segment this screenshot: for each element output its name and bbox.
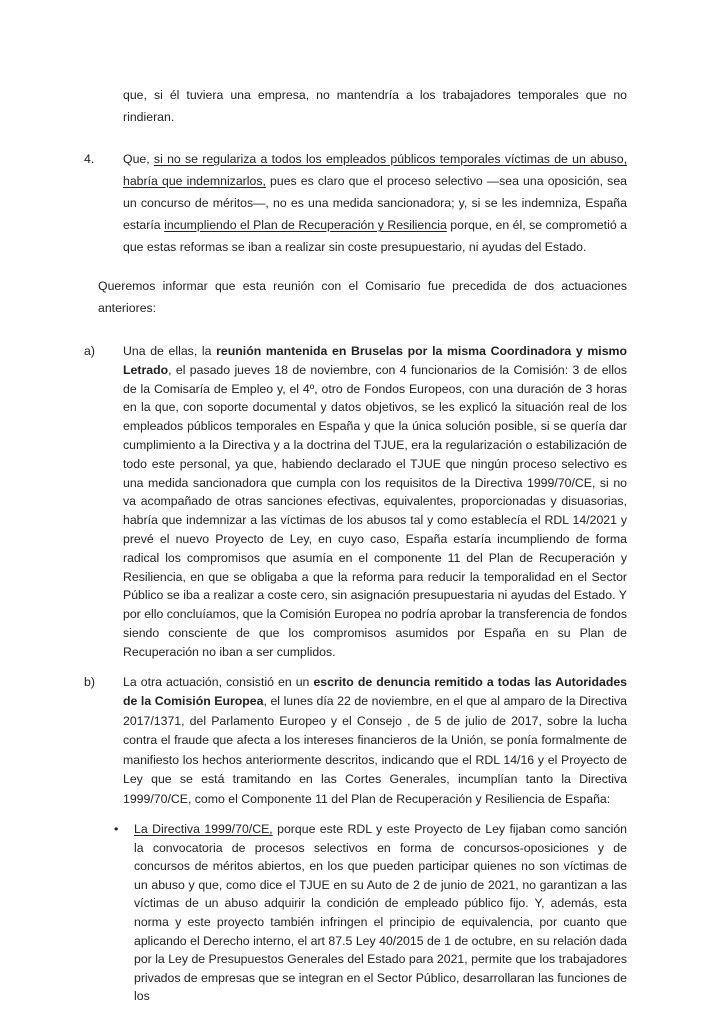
text-run: La Directiva 1999/70/CE, [134,822,273,837]
text-run: La otra actuación, consistió en un [123,674,314,689]
text-run: , el pasado jueves 18 de noviembre, con 4 funcionarios de la Comisión: 3 de ellos de la Comisaría de Empleo y, el 4º, otro de Fondos Europeos, con una duración de 3 horas en la que, con soporte documental y datos objetivos, se les explicó la situación real de los empleados públicos temporales en España y que la única solución posible, si se quería dar cumplimiento a la Directiva y a la doctrina del TJUE, era la regularización o estabilización de todo este personal, ya que, habiendo declarado el TJUE que ningún proceso selectivo es una medida sancionadora que cumpla con los requisitos de la Directiva 1999/70/CE, si no va acompañado de otras sanciones efectivas, equivalentes, proporcionadas y disuasorias, habría que indemnizar a las víctimas de los abusos tal y como establecía el RDL 14/2021 y prevé el nuevo Proyecto de Ley, en cuyo caso, España estaría incumpliendo de forma radical los compromisos que asumía en el componente 11 del Plan de Recuperación y Resiliencia, en que se obligaba a que la reforma para reducir la temporalidad en el Sector Público se iba a realizar a coste cero, sin asignación presupuestaria ni ayudas del Estado. Y por ello concluíamos, que la Comisión Europea no podría aprobar la transferencia de fondos siendo consciente de que los compromisos asumidos por España en su Plan de Recuperación no iban a ser cumplidos. [123,362,627,659]
text-run: si no se regulariza a todos los empleados públicos temporales víctimas de un abuso, habría que indemnizarlos, [123,152,627,188]
text-run: Que, [123,152,154,166]
text-run: incumpliendo el Plan de Recuperación y Resiliencia [164,218,447,232]
para-continuation [123,84,627,128]
text-run: escrito de denuncia remitido a todas las Autoridades de la Comisión Europea [123,674,628,709]
item-b [84,673,627,810]
text-run: Una de ellas, la [123,344,217,358]
list-marker: a) [84,344,95,358]
text-run: , el lunes día 22 de noviembre, en el que al amparo de la Directiva 2017/1371, del Parlamento Europeo y el Consejo , de 5 de julio de 2017, sobre la lucha contra el fraude que afecta a los intereses financieros de la Unión, se ponía formalmente de manifiesto los hechos anteriormente descritos, indicando que el RDL 14/16 y el Proyecto de Ley que se está tramitando en las Cortes Generales, incumplían tanto la Directiva 1999/70/CE, como el Componente 11 del Plan de Recuperación y Resiliencia de España: [123,694,627,806]
bullet-icon: • [114,822,119,837]
text-run: porque este RDL y este Proyecto de Ley fijaban como sanción la convocatoria de procesos selectivos en forma de concursos-oposiciones y de concursos de méritos abiertos, en los que pueden participar quienes no son víctimas de un abuso y que, como dice el TJUE en su Auto de 2 de junio de 2021, no garantizan a las víctimas de un abuso adquirir la condición de empleado público fijo. Y, además, esta norma y este proyecto también infringen el principio de equivalencia, por cuanto que aplicando el Derecho interno, el art 87.5 Ley 40/2015 de 1 de octubre, en su relación dada por la Ley de Presupuestos Generales del Estado para 2021, permite que los trabajadores privados de empresas que se integran en el Sector Público, desarrollaran las funciones de los [134,822,627,1004]
bullet-directiva [84,820,627,1006]
text-run: reunión mantenida en Bruselas por la misma Coordinadora y mismo Letrado [123,344,627,377]
para-queremos [98,275,627,319]
list-marker: 4. [84,152,95,166]
item-a [84,342,627,662]
text-run: porque, en él, se comprometió a que estas reformas se iban a realizar sin coste presupuestario, ni ayudas del Estado. [123,218,627,254]
item-4 [84,148,627,258]
text-run: pues es claro que el proceso selectivo —sea una oposición, sea un concurso de méritos—, no es una medida sancionadora; y, si se les indemniza, España estaría [123,174,628,232]
list-marker: b) [84,674,95,689]
text-run: que, si él tuviera una empresa, no mantendría a los trabajadores temporales que no rindieran. [123,88,627,124]
text-run: Queremos informar que esta reunión con el Comisario fue precedida de dos actuaciones anteriores: [98,279,627,315]
document-content [84,84,627,1006]
